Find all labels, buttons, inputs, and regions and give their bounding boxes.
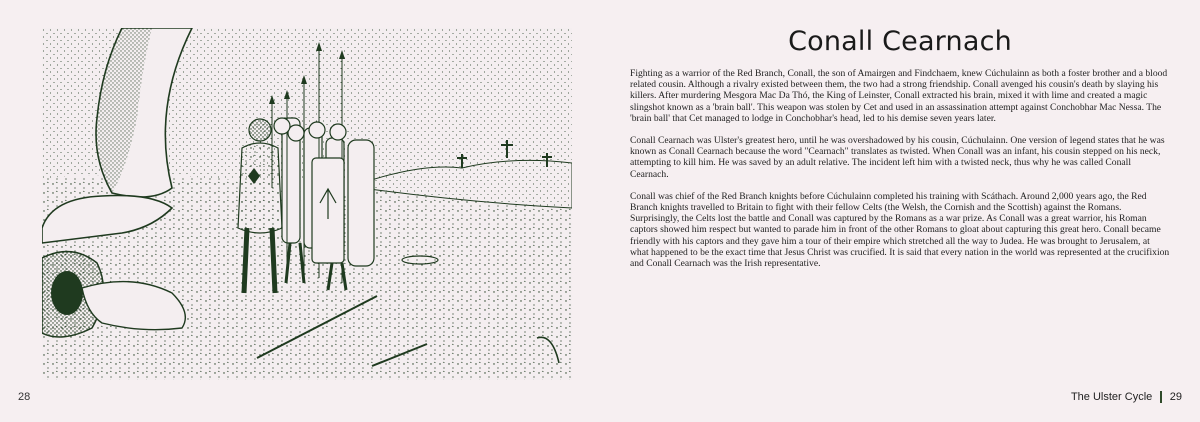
- right-page-number: 29: [1169, 391, 1182, 403]
- paragraph-3: Conall was chief of the Red Branch knights before Cúchulainn completed his training with Scáthach. Around 2,000 years ago, the Red Branch knights travelled to Britain to fight with their fellow Celts (the Welsh, the Cornish and the Scottish) against the Romans. Surprisingly, the Celts lost the battle and Conall was captured by the Romans as a war prize. As Conall was a great warrior, his Roman captors showed him respect but wanted to parade him in front of the other Romans to gloat about capturing this great hero. Conall became friendly with his captors and they gave him a tour of their empire which stretched all the way to Judea. He was brought to Jerusalem, at what happened to be the exact time that Jesus Christ was crucified. It is said that every nation in the world was represented at the crucifixion and Conall Cearnach was the Irish representative.: [630, 190, 1170, 270]
- section-title: The Ulster Cycle: [1070, 391, 1153, 403]
- ink-drawing: [42, 28, 572, 380]
- roman-shields: [312, 158, 344, 263]
- footer-divider: [1160, 391, 1162, 403]
- page-title: Conall Cearnach: [788, 26, 1012, 57]
- paragraph-2: Conall Cearnach was Ulster's greatest hero, until he was overshadowed by his cousin, Cúchulainn. One version of legend states that he was known as Conall Cearnach because the word "Cearnach" translates as twisted. When Conall was an infant, his cousin stepped on his neck, attempting to kill him. He was saved by an adult relative. The incident left him with a twisted neck, thus why he was called Conall Cearnach.: [630, 135, 1165, 180]
- left-page-number: 28: [18, 391, 31, 403]
- article-body: [630, 68, 1170, 280]
- shield-boss: [51, 271, 83, 315]
- illustration-conall-procession: [42, 28, 572, 380]
- paragraph-1: Fighting as a warrior of the Red Branch, Conall, the son of Amairgen and Findchaem, knew Cúchulainn as both a foster brother and a blood related cousin. Although a rivalry existed between them, the two had a strong friendship. Conall avenged his cousin's death by slaying his killers. After murdering Mesgora Mac Da Thó, the King of Leinster, Conall extracted his brain, mixed it with lime and created a magic slingshot known as a 'brain ball'. This weapon was stolen by Cet and used in an assassination attempt against Conchobhar Mac Nessa. The 'brain ball' that Cet managed to lodge in Conchobhar's head, led to his demise seven years later.: [630, 68, 1168, 124]
- right-footer: [1071, 391, 1182, 403]
